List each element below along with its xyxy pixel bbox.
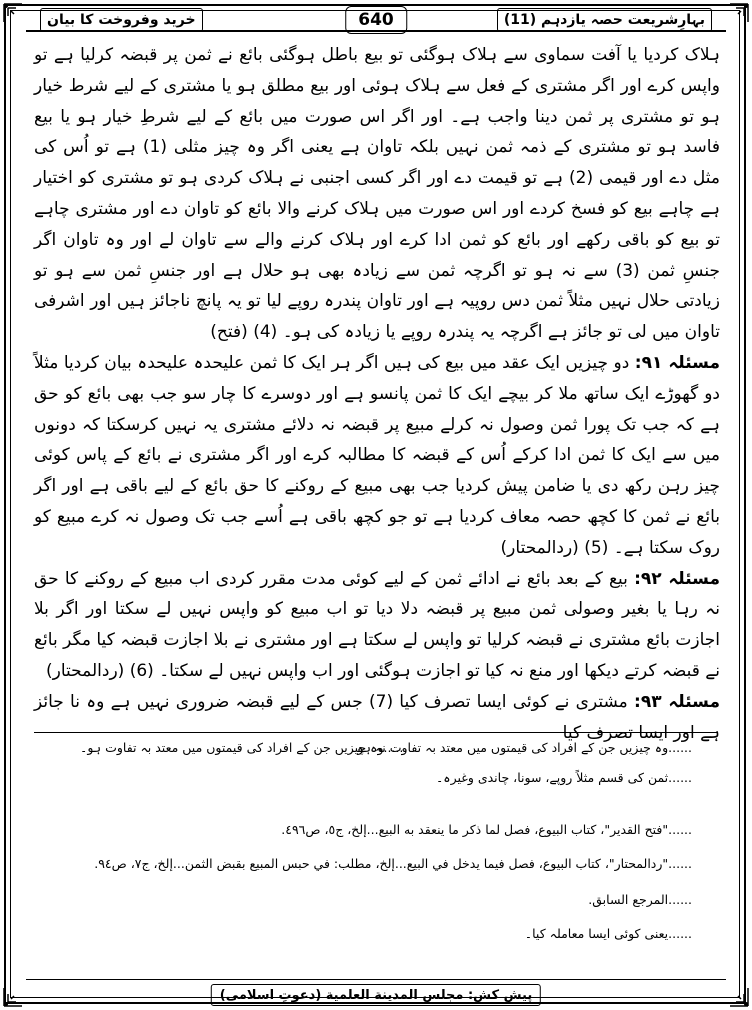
footnote-5: ......"ردالمحتار"، كتاب البيوع، فصل فيما يدخل في البيع...إلخ، مطلب: في حبس المبيع بقبض الثمن...إلخ، ج٧، ص٩٤. — [94, 856, 692, 871]
footnote-2: ......وہ چیزیں جن کے افراد کی قیمتوں میں معتد بہ تفاوت ہو۔ — [80, 740, 408, 755]
footnote-3: ......ثمن کی قسم مثلاً روپے، سونا، چاندی وغیرہ۔ — [435, 770, 692, 785]
masala-92 — [34, 564, 720, 687]
footnote-6: ......المرجع السابق. — [588, 892, 692, 907]
masala-text: بیع کے بعد بائع نے ادائے ثمن کے لیے کوئی مدت مقرر کردی اب مبیع کے روکنے کا حق نہ رہا یا بغیر وصولی ثمن مبیع پر قبضہ دلا دیا تو اب مبیع کو واپس نہیں لے سکتا اور اگر بلا اجازت بائع مشتری نے قبضہ کرلیا تو واپس لے سکتا ہے اور مشتری نے بلا اجازت قبضہ کیا مگر بائع نے قبضہ کرتے دیکھا اور منع نہ کیا تو اجازت ہوگئی اور اب واپس نہیں لے سکتا۔ (6) (ردالمحتار) — [34, 568, 720, 681]
corner-ornament-icon — [728, 2, 750, 24]
page-header — [30, 6, 722, 32]
masala-text: مشتری نے کوئی ایسا تصرف کیا (7) جس کے لیے قبضہ ضروری نہیں ہے وہ نا جائز ہے اور ایسا تصرف کیا — [34, 691, 720, 743]
publisher-footer: پیش کش: مجلس المدينة العلمية (دعوتِ اسلامی) — [211, 984, 541, 1006]
footer-divider — [26, 979, 726, 980]
corner-ornament-icon — [728, 986, 750, 1008]
footnote-divider — [34, 732, 718, 733]
paragraph: ہلاک کردیا یا آفت سماوی سے ہلاک ہوگئی تو بیع باطل ہوگئی بائع نے ثمن پر قبضہ کرلیا ہے تو واپس کرے اور اگر مشتری کے فعل سے ہلاک ہوئی اور بیع مطلق ہو یا مشتری کے لیے شرط خیار ہو تو مشتری پر ثمن دینا واجب ہے۔ اور اگر اس صورت میں بائع کے لیے شرطِ خیار ہو یا بیع فاسد ہو تو مشتری کے ذمہ ثمن نہیں بلکہ تاوان ہے یعنی اگر وہ چیز مثلی (1) ہے تو اُس کی مثل دے اور قیمی (2) ہے تو قیمت دے اور اگر کسی اجنبی نے ہلاک کردی ہو تو مشتری کو اختیار ہے چاہے بیع کو فسخ کردے اور اس صورت میں ہلاک کرنے والا بائع کو تاوان دے اور مشتری چاہے تو بیع کو باقی رکھے اور بائع کو ثمن ادا کرے اور ہلاک کرنے والے سے تاوان لے اور وہ تاوان اگر جنسِ ثمن (3) سے نہ ہو تو اگرچہ ثمن سے زیادہ بھی ہو حلال ہے اور جنسِ ثمن سے ہو تو زیادتی حلال نہیں مثلاً ثمن دس روپیہ ہے اور تاوان پندرہ روپے لیا تو یہ پانچ ناجائز ہیں اور اشرفی تاوان میں لی تو جائز ہے اگرچہ یہ پندرہ روپے یا زیادہ کی ہو۔ (4) (فتح) — [34, 45, 720, 343]
header-divider — [26, 30, 726, 32]
book-title: بہارِشریعت حصہ یازدہم (11) — [497, 8, 712, 32]
corner-ornament-icon — [2, 2, 24, 24]
footnote-7: ......یعنی کوئی ایسا معاملہ کیا۔ — [524, 926, 692, 941]
footnote-4: ......"فتح القدير"، كتاب البيوع، فصل لما ذكر ما ينعقد به البيع...إلخ، ج٥، ص٤٩٦. — [281, 822, 692, 837]
masala-label: مسئلہ ۹۲: — [634, 568, 720, 589]
masala-label: مسئلہ ۹۱: — [634, 352, 720, 373]
corner-ornament-icon — [2, 986, 24, 1008]
masala-text: دو چیزیں ایک عقد میں بیع کی ہیں اگر ہر ایک کا ثمن علیحدہ علیحدہ بیان کردیا مثلاً دو گھوڑے ایک ساتھ ملا کر بیچے ایک کا ثمن پانسو ہے اور دوسرے کا چار سو جب بھی بائع کو حق ہے کہ جب تک پورا ثمن وصول نہ کرلے مبیع پر قبضہ نہ دلائے مشتری یہ نہیں کرسکتا کہ دونوں میں سے ایک کا ثمن ادا کرکے اُس کے قبضہ کا مطالبہ کرے اور اگر مشتری نے بائع کے پاس کوئی چیز رہن رکھ دی یا ضامن پیش کردیا جب بھی مبیع کے روکنے کا حق بائع کے لیے باقی ہے اور اگر بائع نے ثمن کا کچھ حصہ معاف کردیا ہے تو جو کچھ باقی ہے اُسے جب تک وصول نہ کرے مبیع کو روک سکتا ہے۔ (5) (ردالمحتار) — [34, 352, 720, 558]
chapter-title: خرید وفروخت کا بیان — [40, 8, 203, 32]
footnote-1: ......وہ چیزیں جن کے افراد کی قیمتوں میں معتد بہ تفاوت نہ ہو۔ — [349, 740, 692, 755]
main-text — [34, 40, 720, 748]
masala-label: مسئلہ ۹۳: — [634, 691, 720, 712]
page-number: 640 — [345, 6, 407, 34]
masala-91 — [34, 348, 720, 564]
